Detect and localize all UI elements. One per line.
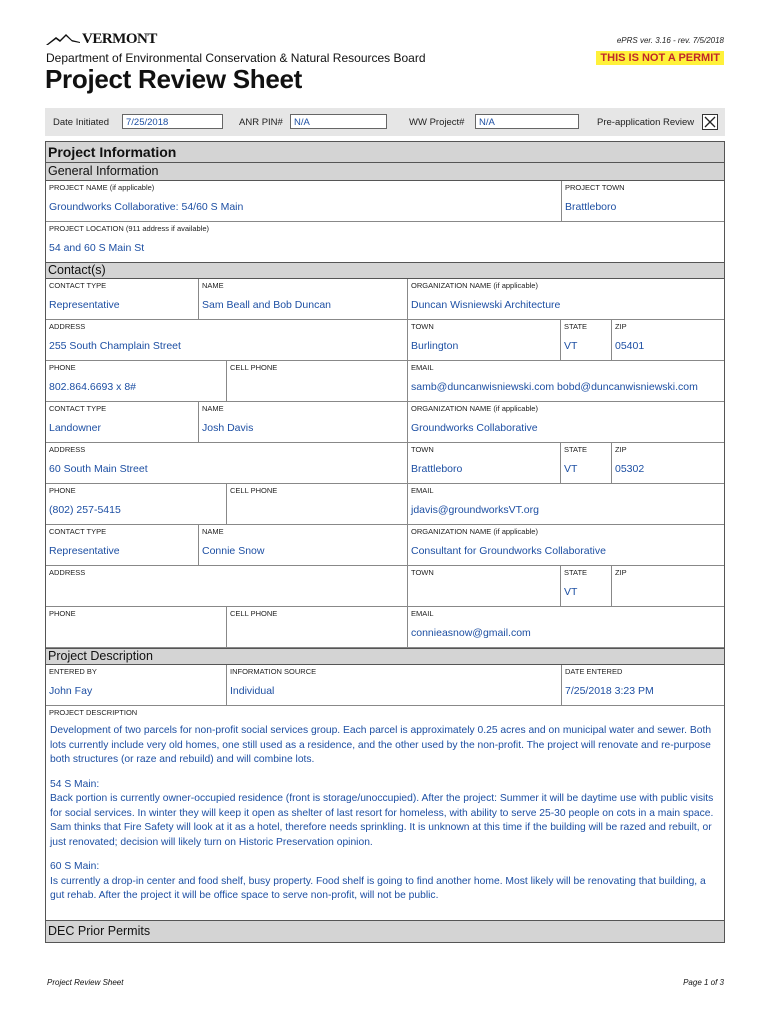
preapp-checkbox[interactable] [702,114,718,130]
info-source-value: Individual [230,685,275,697]
town-label: TOWN [411,568,434,577]
page-number: Page 1 of 3 [683,978,724,987]
contact3-zip-cell[interactable] [612,566,724,607]
email-label: EMAIL [411,486,434,495]
state-label: STATE [564,445,588,454]
name-value: Connie Snow [202,545,265,557]
department-name: Department of Environmental Conservation & Natural Resources Board [46,51,426,65]
project-location-label: PROJECT LOCATION (911 address if available) [49,224,210,233]
contact1-town-cell[interactable] [408,320,561,361]
email-label: EMAIL [411,609,434,618]
footer-title: Project Review Sheet [47,978,124,987]
contact-type-value: Landowner [49,422,101,434]
town-label: TOWN [411,322,434,331]
contact1-state-cell[interactable] [561,320,612,361]
contact3-state-cell[interactable] [561,566,612,607]
org-value: Duncan Wisniewski Architecture [411,299,561,311]
contact1-org-cell[interactable] [408,279,724,320]
phone-label: PHONE [49,609,76,618]
zip-label: ZIP [615,322,627,331]
name-label: NAME [202,527,224,536]
address-label: ADDRESS [49,322,86,331]
version-text: ePRS ver. 3.16 - rev. 7/5/2018 [616,36,724,45]
cell-phone-label: CELL PHONE [230,486,278,495]
top-info-bar [45,108,725,136]
phone-value: (802) 257-5415 [49,504,121,516]
town-value: Burlington [411,340,459,352]
page-title: Project Review Sheet [45,64,302,94]
entered-by-cell[interactable] [46,665,227,706]
address-value: 60 South Main Street [49,463,148,475]
address-label: ADDRESS [49,568,86,577]
org-label: ORGANIZATION NAME (if applicable) [411,527,538,536]
name-label: NAME [202,281,224,290]
project-town-value: Brattleboro [565,201,617,213]
contact2-name-cell[interactable] [199,402,408,443]
check-x-icon [703,115,717,129]
anr-pin-field[interactable]: N/A [290,114,387,129]
info-source-cell[interactable] [227,665,562,706]
contact2-state-cell[interactable] [561,443,612,484]
contact2-phone-cell[interactable] [46,484,227,525]
date-entered-cell[interactable] [562,665,724,706]
ww-project-field[interactable]: N/A [475,114,579,129]
logo-text: VERMONT [82,31,157,47]
dec-prior-permits-heading: DEC Prior Permits [46,920,724,942]
state-value: VT [564,340,578,352]
contact1-phone-cell[interactable] [46,361,227,402]
paragraph-3-body: Is currently a drop-in center and food shelf, busy property. Food shelf is going to find another home. Most likely will be renovating that building, a gut rehab. After the project it will be office space to serve non-profit, will not be public. [50,875,706,901]
contact3-phone-cell[interactable] [46,607,227,648]
contact3-cell-phone-cell[interactable] [227,607,408,648]
paragraph-2-body: Back portion is currently owner-occupied residence (front is storage/unoccupied). After the project: Summer it will be daytime use with public visits for social services. In winter they will keep it open as shelter of last resort for homeless, with ability to serve 25-30 people on cots in a main space. Sam thinks that Fire Safety will look at it as a hotel, therefore needs sprinkling. It is unknown at this time if the building will be razed and rebuilt, or just renovated; decision will likely turn on Historic Preservation opinion. [50,793,714,848]
contact3-email-cell[interactable] [408,607,724,648]
contact2-zip-cell[interactable] [612,443,724,484]
phone-label: PHONE [49,363,76,372]
contact2-town-cell[interactable] [408,443,561,484]
contact1-type-cell[interactable] [46,279,199,320]
contact3-org-cell[interactable] [408,525,724,566]
project-town-cell[interactable] [562,181,724,222]
vermont-logo [46,28,157,46]
address-value: 255 South Champlain Street [49,340,181,352]
project-form [45,141,725,943]
name-label: NAME [202,404,224,413]
date-entered-value: 7/25/2018 3:23 PM [565,685,654,697]
state-label: STATE [564,568,588,577]
org-label: ORGANIZATION NAME (if applicable) [411,404,538,413]
name-value: Sam Beall and Bob Duncan [202,299,331,311]
name-value: Josh Davis [202,422,254,434]
paragraph-2-title: 54 S Main: [50,778,100,790]
contact-type-value: Representative [49,299,120,311]
phone-label: PHONE [49,486,76,495]
org-label: ORGANIZATION NAME (if applicable) [411,281,538,290]
state-value: VT [564,586,578,598]
mountain-logo-icon [46,32,80,46]
description-paragraph-3 [50,860,720,904]
project-name-label: PROJECT NAME (if applicable) [49,183,155,192]
zip-label: ZIP [615,568,627,577]
contact3-name-cell[interactable] [199,525,408,566]
contact1-zip-cell[interactable] [612,320,724,361]
contact-type-label: CONTACT TYPE [49,527,107,536]
project-location-value: 54 and 60 S Main St [49,242,145,254]
date-initiated-label: Date Initiated [53,117,109,128]
contact1-name-cell[interactable] [199,279,408,320]
cell-phone-label: CELL PHONE [230,363,278,372]
contact1-address-cell[interactable] [46,320,408,361]
general-information-heading: General Information [46,163,724,181]
project-information-heading: Project Information [46,142,724,163]
contact-type-label: CONTACT TYPE [49,404,107,413]
project-town-label: PROJECT TOWN [565,183,625,192]
contact3-type-cell[interactable] [46,525,199,566]
state-value: VT [564,463,578,475]
entered-by-label: ENTERED BY [49,667,97,676]
project-description-heading: Project Description [46,648,724,665]
zip-label: ZIP [615,445,627,454]
address-label: ADDRESS [49,445,86,454]
contact2-cell-phone-cell[interactable] [227,484,408,525]
contact2-address-cell[interactable] [46,443,408,484]
contact-type-label: CONTACT TYPE [49,281,107,290]
state-label: STATE [564,322,588,331]
paragraph-3-title: 60 S Main: [50,861,100,872]
contact2-org-cell[interactable] [408,402,724,443]
town-label: TOWN [411,445,434,454]
contact2-type-cell[interactable] [46,402,199,443]
contact-type-value: Representative [49,545,120,557]
org-value: Consultant for Groundworks Collaborative [411,545,606,557]
contact2-email-cell[interactable] [408,484,724,525]
contact1-cell-phone-cell[interactable] [227,361,408,402]
email-label: EMAIL [411,363,434,372]
zip-value: 05302 [615,463,645,475]
contact3-address-cell[interactable] [46,566,408,607]
project-name-value: Groundworks Collaborative: 54/60 S Main [49,201,244,213]
ww-project-label: WW Project# [409,117,465,128]
project-description-cell[interactable] [46,706,724,920]
email-value: connieasnow@gmail.com [411,627,531,639]
anr-pin-label: ANR PIN# [239,117,283,128]
phone-value: 802.864.6693 x 8# [49,381,136,393]
description-paragraph-1: Development of two parcels for non-profit social services group. Each parcel is approximately 0.25 acres and on municipal water and sewer. Both lots currently include very old homes, one still used as a residence, and the other used by the non-profit. The project will renovate and re-purpose both structures (or raze and rebuild) and will combine lots. [50,725,712,765]
not-permit-badge: THIS IS NOT A PERMIT [596,51,724,65]
entered-by-value: John Fay [49,685,93,697]
zip-value: 05401 [615,340,645,352]
preapp-label: Pre-application Review [597,117,695,128]
email-value: jdavis@groundworksVT.org [411,504,539,516]
date-entered-label: DATE ENTERED [565,667,623,676]
info-source-label: INFORMATION SOURCE [230,667,317,676]
contacts-heading: Contact(s) [46,262,724,279]
project-name-cell[interactable] [46,181,562,222]
cell-phone-label: CELL PHONE [230,609,278,618]
project-location-cell[interactable] [46,222,724,262]
org-value: Groundworks Collaborative [411,422,538,434]
description-paragraph-2 [50,778,720,851]
project-description-label: PROJECT DESCRIPTION [49,708,138,717]
date-initiated-field[interactable]: 7/25/2018 [122,114,223,129]
contact1-email-cell[interactable] [408,361,724,402]
email-value: samb@duncanwisniewski.com bobd@duncanwisniewski.com [411,381,698,393]
contact3-town-cell[interactable] [408,566,561,607]
town-value: Brattleboro [411,463,463,475]
project-description-text [50,724,720,914]
